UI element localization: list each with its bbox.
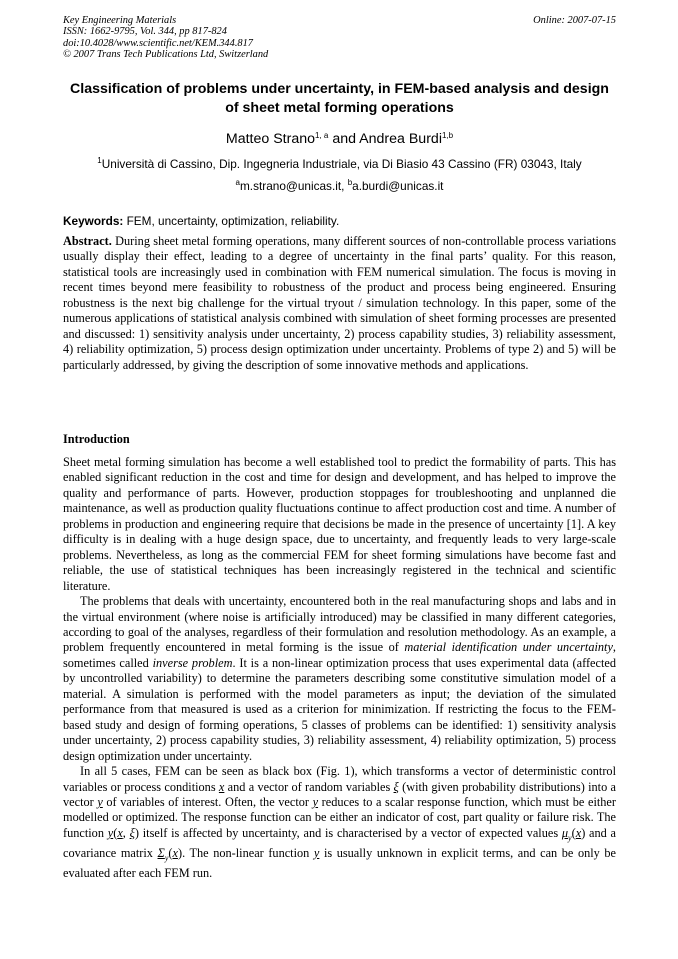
author-1: Matteo Strano <box>225 131 316 147</box>
email-a[interactable]: m.strano@unicas.it, <box>239 179 348 193</box>
symbol-y: y <box>107 825 114 840</box>
author-2: Andrea Burdi <box>359 131 442 147</box>
paper-title: Classification of problems under uncertainty, in FEM-based analysis and design of sheet metal forming operations <box>70 81 609 116</box>
section-heading-introduction: Introduction <box>63 432 130 446</box>
affiliation <box>63 156 616 172</box>
intro-paragraph-1: Sheet metal forming simulation has become a well established tool to predict the formability of parts. This has enabled significant reduction in the cost and time for design and development, and has helped to improve the quality and performance of parts. However, production stoppages for troubleshooting and unplanned die maintenance, as well as production quality fluctuations continue to affect production cost and time. A number of problems in production and engineering require that decisions be made in the presence of uncertainty [1]. A key difficulty is in dealing with a huge design space, due to uncertainty, and frequently leads to very large-scale problems. Nevertheless, as long as the commercial FEM for sheet forming simulations have become fast and reliable, the use of statistical techniques has been increasingly registered in the technical and scientific literature. <box>63 455 616 593</box>
abstract <box>63 234 616 373</box>
symbol-xi: ξ <box>393 779 399 794</box>
abstract-label: Abstract. <box>63 234 112 248</box>
journal-copyright: © 2007 Trans Tech Publications Ltd, Switzerland <box>63 48 269 60</box>
symbol-mu: μ <box>561 825 569 840</box>
intro-paragraph-2: The problems that deals with uncertainty, encountered both in the real manufacturing shops and labs and in the virtual environment (where noise is artificially introduced) may be classified in many different categories, according to goal of the analyses, regardless of their formulation and resolution methodology. As an example, a problem frequently encountered in metal forming is the issue of material identification under uncertainty, sometimes called inverse problem. It is a non-linear optimization process that uses experimental data (affected by uncontrolled variability) to determine the parameters describing some constitutive simulation model of a material. A simulation is performed with the model parameters as input; the deviation of the simulated performance from that measured is used as a criterion for minimization. If restricting the focus to the FEM-based study and design of forming operations, 5 classes of problems can be identified: 1) sensitivity analysis under uncertainty, 2) process capability studies, 3) reliability assessment, 4) reliability optimization, 5) process design optimization under uncertainty. <box>63 594 616 763</box>
symbol-y: y <box>313 845 320 860</box>
email-b[interactable]: a.burdi@unicas.it <box>352 179 444 193</box>
symbol-y: y <box>312 794 319 809</box>
journal-header <box>63 15 616 60</box>
intro-paragraph-3: In all 5 cases, FEM can be seen as black box (Fig. 1), which transforms a vector of deterministic control variables or process conditions x and a vector of random variables ξ (with given probability distributions) into a vector y of variables of interest. Often, the vector y reduces to a scalar response function, which must be either modelled or optimized. The response function can be either an indicator of cost, part quality or failure risk. The function y(x, ξ) itself is affected by uncertainty, and is characterised by a vector of expected values $\mu_y(x)$ and a covariance matrix $\Sigma_y(x)$. The non-linear function y is usually unknown in explicit terms, and can be only be evaluated after each FEM run. <box>63 764 616 880</box>
journal-issn: ISSN: 1662-9795, Vol. 344, pp 817-824 <box>63 26 227 38</box>
author-line <box>63 130 616 148</box>
keywords-text: FEM, uncertainty, optimization, reliability. <box>123 214 340 228</box>
term-material-identification: material identification under uncertainty <box>404 640 613 655</box>
symbol-x: x <box>172 845 178 860</box>
author-1-affil: 1, a <box>315 131 329 140</box>
abstract-text: During sheet metal forming operations, many different sources of non-controllable process variations usually display their effect, leading to a degree of uncertainty in the final parts’ quality. For this reason, statistical tools are increasingly used in combination with FEM numerical simulation. The focus is moving in recent times beyond mere feasibility to robustness of the product and process being engineered. Ensuring robustness is the next big challenge for the virtual tryout / simulation technology. In this paper, some of the numerous applications of statistical analysis combined with simulation of sheet forming processes are presented and discussed: 1) sensitivity analysis under uncertainty, 2) process capability studies, 3) reliability assessment, 4) reliability optimization, 5) process design optimization under uncertainty. Problems of type 2) and 5) will be particularly addressed, by giving the description of some innovative methods and applications. <box>63 234 616 372</box>
author-conjunction: and <box>328 131 360 147</box>
email-line <box>63 178 616 194</box>
symbol-xi: ξ <box>129 825 135 840</box>
author-2-affil: 1,b <box>441 131 454 140</box>
symbol-sigma: Σ <box>157 845 165 860</box>
email-b-marker: b <box>347 178 353 187</box>
symbol-x: x <box>575 825 582 840</box>
symbol-x: x <box>218 779 225 794</box>
online-date: Online: 2007-07-15 <box>533 15 616 26</box>
keywords <box>63 214 616 229</box>
symbol-x: x <box>117 825 123 840</box>
journal-name: Key Engineering Materials <box>63 15 177 26</box>
term-inverse-problem: inverse problem <box>152 655 233 670</box>
email-a-marker: a <box>235 178 240 187</box>
affiliation-text: Università di Cassino, Dip. Ingegneria Industriale, via Di Biasio 43 Cassino (FR) 03043, Italy <box>101 157 582 171</box>
keywords-label: Keywords: <box>63 214 124 228</box>
affiliation-marker: 1 <box>97 156 102 165</box>
journal-doi: doi:10.4028/www.scientific.net/KEM.344.817 <box>63 37 253 49</box>
introduction-body <box>63 455 616 881</box>
symbol-y: y <box>97 794 103 809</box>
